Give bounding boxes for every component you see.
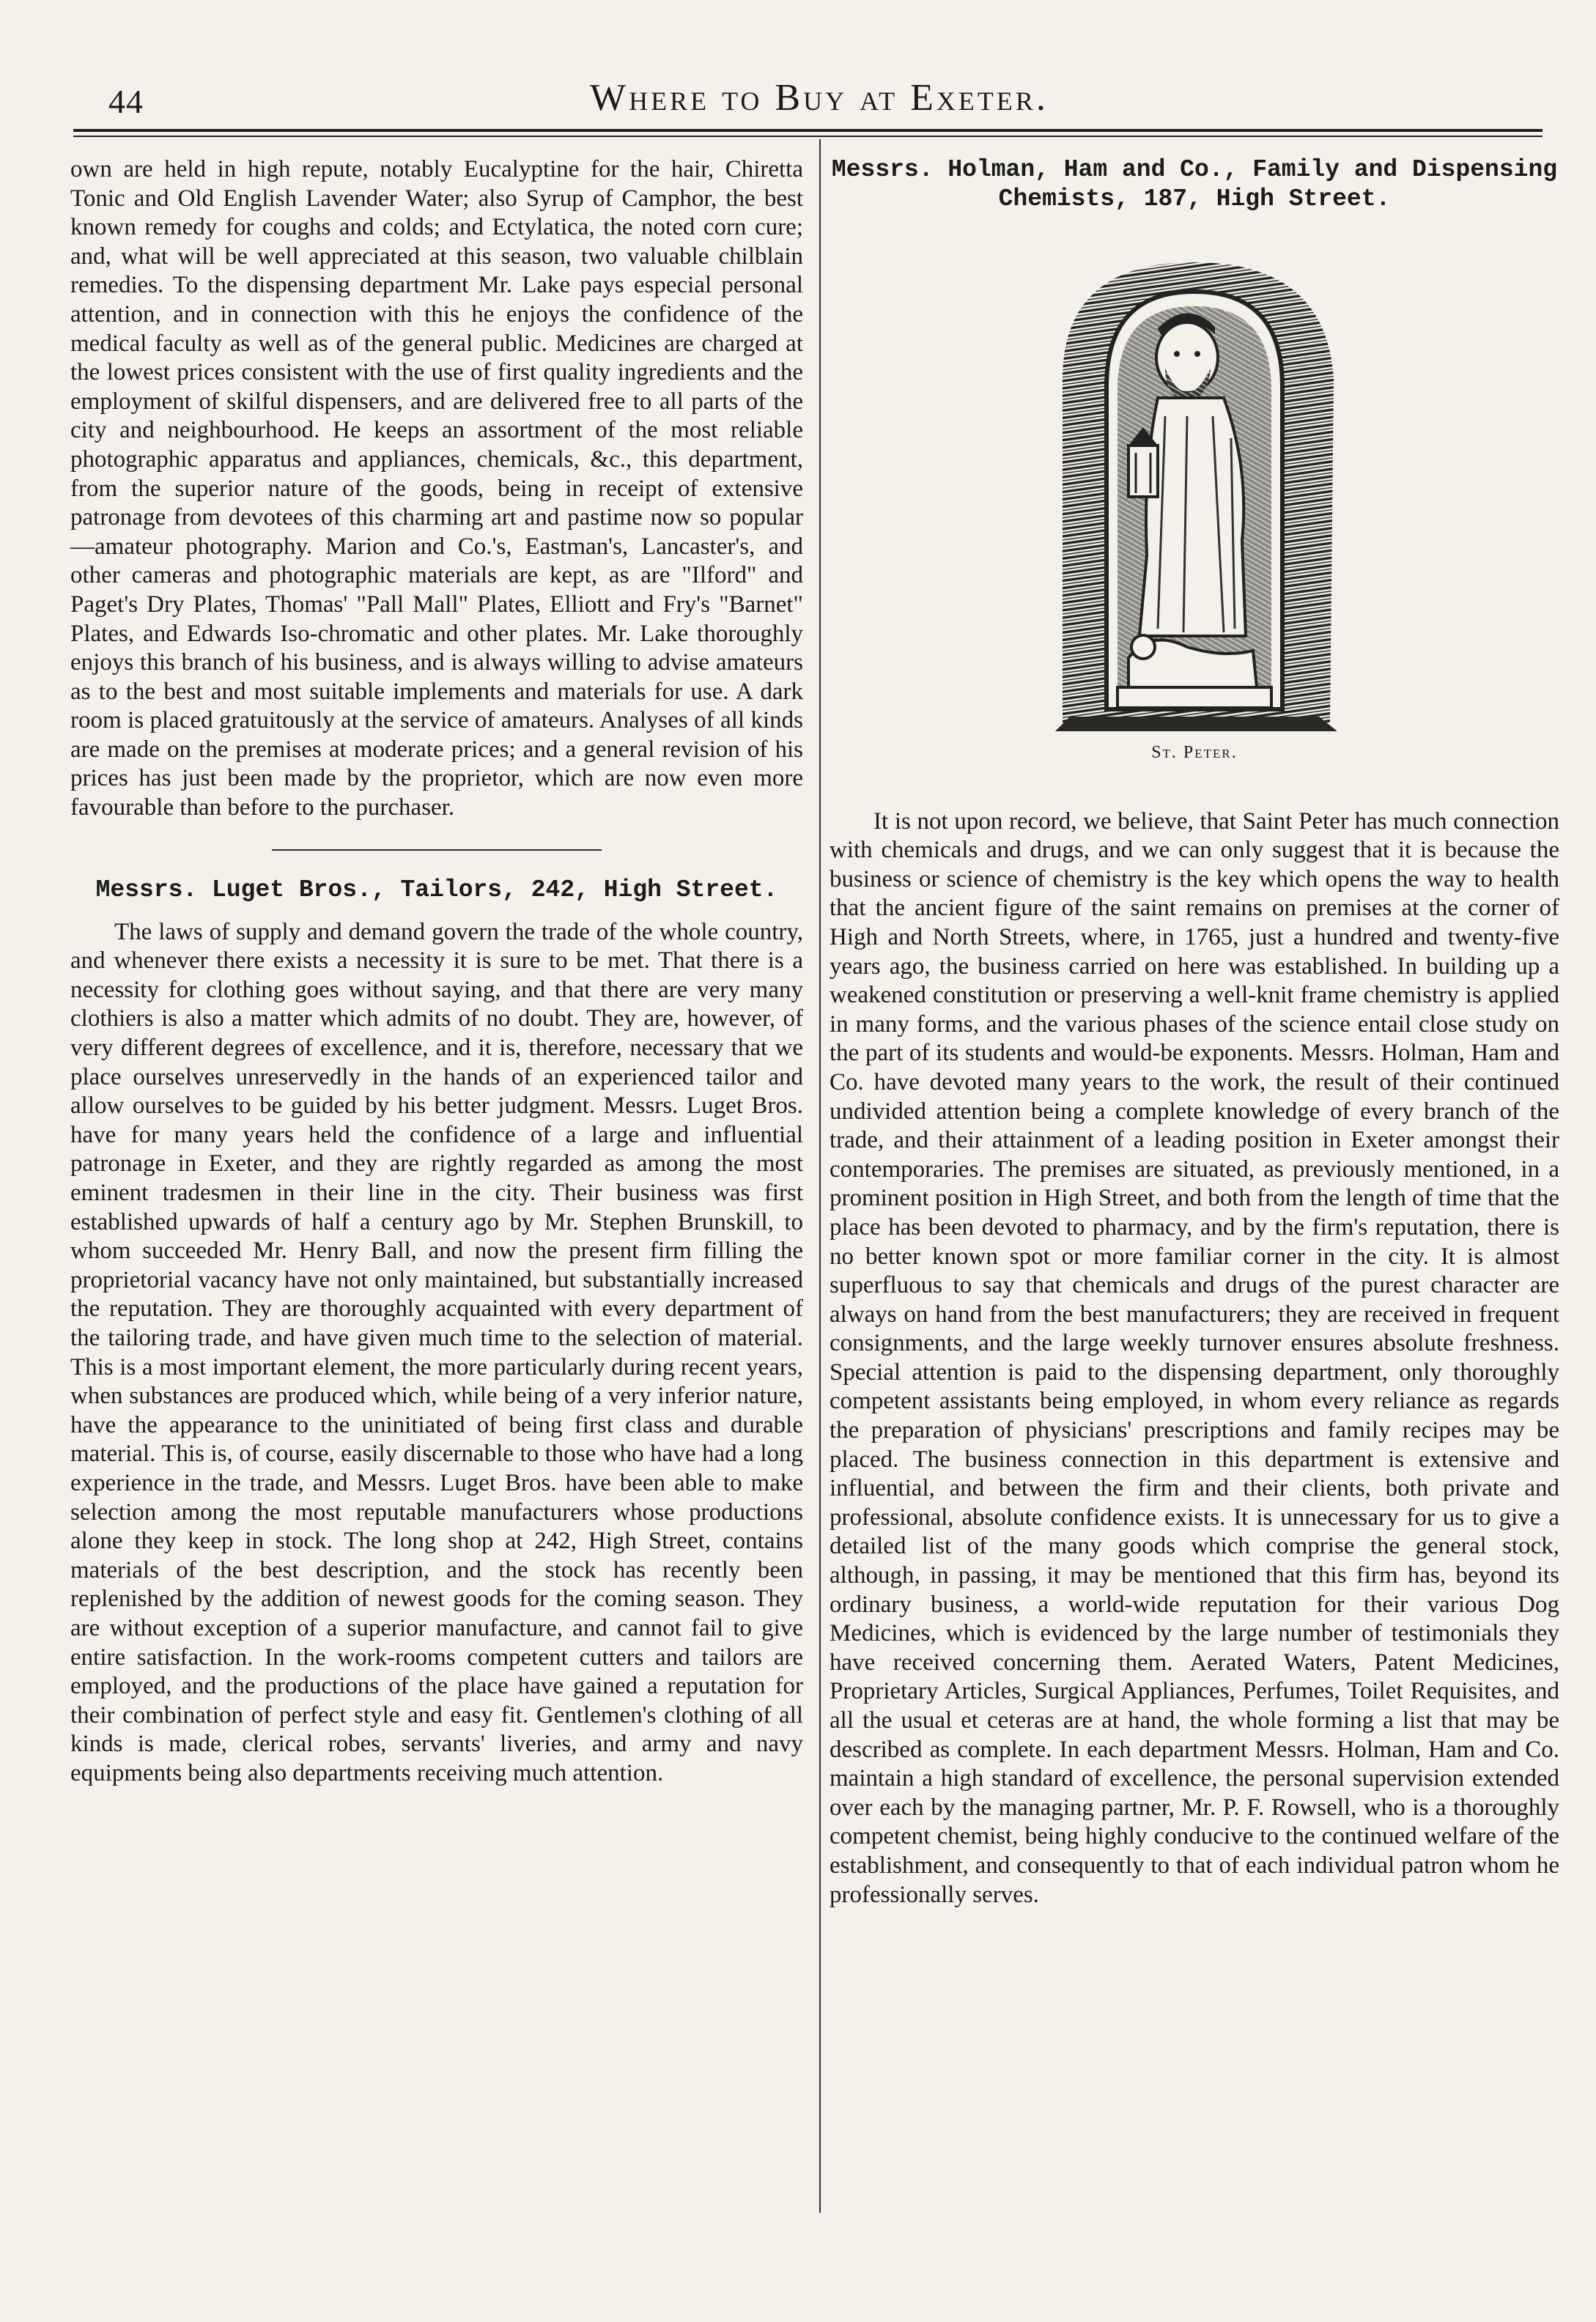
header-rule [73,129,1543,137]
luget-section-title: Messrs. Luget Bros., Tailors, 242, High Street. [95,876,778,903]
running-head [103,73,1539,125]
luget-body-paragraph: The laws of supply and demand govern the trade of the whole country, and whenever there exists a necessity it is sure to be met. That there is a necessity for clothing goes without saying, and that there are very many clothiers is also a matter which admits of no doubt. They are, however, of very different degrees of excellence, and it is, therefore, necessary that we place ourselves unreservedly in the hands of an experienced tailor and allow ourselves to be guided by his better judgment. Messrs. Luget Bros. have for many years held the confidence of a large and influential patronage in Exeter, and they are rightly regarded as among the most eminent tradesmen in their line in the city. Their business was first established upwards of half a century ago by Mr. Stephen Brunskill, to whom succeeded Mr. Henry Ball, and now the present firm filling the proprietorial vacancy have not only maintained, but substantially increased the reputation. They are thoroughly acquainted with every department of the tailoring trade, and have given much time to the selection of material. This is a most important element, the more particularly during recent years, when substances are produced which, while being of a very inferior nature, have the appearance to the uninitiated of being first class and durable material. This is, of course, easily discernable to those who have had a long experience in the trade, and Messrs. Luget Bros. have been able to make selection among the most reputable manufacturers whose productions alone they keep in stock. The long shop at 242, High Street, contains materials of the best description, and the stock has recently been replenished by the addition of newest goods for the coming season. They are without exception of a superior manufacture, and cannot fail to give entire satisfaction. In the work-rooms competent cutters and tailors are employed, and the productions of the place have gained a reputation for their combination of perfect style and easy fit. Gentlemen's clothing of all kinds is made, clerical robes, servants' liveries, and army and navy equipments being also departments receiving much attention. [70,918,803,1786]
column-divider [819,139,821,2213]
section-separator-rule [272,849,602,851]
holman-body-paragraph: It is not upon record, we believe, that Saint Peter has much connection with chemicals and drugs, and we can only suggest that it is because the business or science of chemistry is the key which opens the way to health that the ancient figure of the saint remains on premises at the corner of High and North Streets, where, in 1765, just a hundred and twenty-five years ago, the business carried on here was established. In building up a weakened constitution or preserving a well-knit frame chemistry is applied in many forms, and the various phases of the science entail close study on the part of its students and would-be exponents. Messrs. Holman, Ham and Co. have devoted many years to the work, the result of their continued undivided attention being a complete knowledge of every branch of the trade, and their attainment of a leading position in Exeter amongst their contemporaries. The premises are situated, as previously mentioned, in a prominent position in High Street, and both from the length of time that the place has been devoted to pharmacy, and by the firm's reputation, there is no better known spot or more familiar corner in the city. It is almost superfluous to say that chemicals and drugs of the purest character are always on hand from the best manufacturers; they are received in frequent consignments, and the large weekly turnover ensures absolute freshness. Special attention is paid to the dispensing department, only thoroughly competent assistants being employed, in whom every reliance as regards the preparation of physicians' prescriptions and family recipes may be placed. The business connection in this department is extensive and influential, and between the firm and their clients, both private and professional, absolute confidence exists. It is unnecessary for us to give a detailed list of the many goods which comprise the general stock, although, in passing, it may be mentioned that this firm has, beyond its ordinary business, a world-wide reputation for their various Dog Medicines, which is evidenced by the large number of testimonials they have received concerning them. Aerated Waters, Patent Medicines, Proprietary Articles, Surgical Appliances, Perfumes, Toilet Requisites, and all the usual et ceteras are at hand, the whole forming a list that may be described as complete. In each department Messrs. Holman, Ham and Co. maintain a high standard of excellence, the personal supervision extended over each by the managing partner, Mr. P. F. Rowsell, who is a thoroughly competent chemist, being highly conducive to the continued welfare of the establishment, and consequently to that of each individual patron whom he professionally serves. [830,807,1559,1908]
lake-continuation-paragraph: own are held in high repute, notably Eucalyptine for the hair, Chiretta Tonic and Old English Lavender Water; also Syrup of Camphor, the best known remedy for coughs and colds; and Ectylatica, the noted corn cure; and, what will be well appreciated at this season, two valuable chilblain remedies. To the dispensing department Mr. Lake pays especial personal attention, and in connection with this he enjoys the confidence of the medical faculty as well as of the general public. Medicines are charged at the lowest prices consistent with the use of first quality ingredients and the employment of skilful dispensers, and are delivered free to all parts of the city and neighbourhood. He keeps an assortment of the most reliable photographic apparatus and appliances, chemicals, &c., this department, from the superior nature of the goods, being in receipt of extensive patronage from devotees of this charming art and pastime now so popular—amateur photography. Marion and Co.'s, Eastman's, Lancaster's, and other cameras and photographic materials are kept, as are "Ilford" and Paget's Dry Plates, Thomas' "Pall Mall" Plates, Elliott and Fry's "Barnet" Plates, and Edwards Iso-chromatic and other plates. Mr. Lake thoroughly enjoys this branch of his business, and is always willing to advise amateurs as to the best and most suitable implements and materials for use. A dark room is placed gratuitously at the service of amateurs. Analyses of all kinds are made on the premises at moderate prices; and a general revision of his prices has just been made by the proprietor, which are now even more favourable than before to the purchaser. [70,156,803,821]
running-title: Where to Buy at Exeter. [590,77,1049,119]
st-peter-figure [1048,248,1341,768]
holman-section-title: Messrs. Holman, Ham and Co., Family and Dispensing Chemists, 187, High Street. [831,156,1558,212]
right-column [830,155,1559,1909]
figure-caption: St. Peter. [1151,743,1238,762]
page-number: 44 [108,83,144,120]
st-peter-statue-icon [1048,248,1341,731]
left-column [70,155,803,1788]
